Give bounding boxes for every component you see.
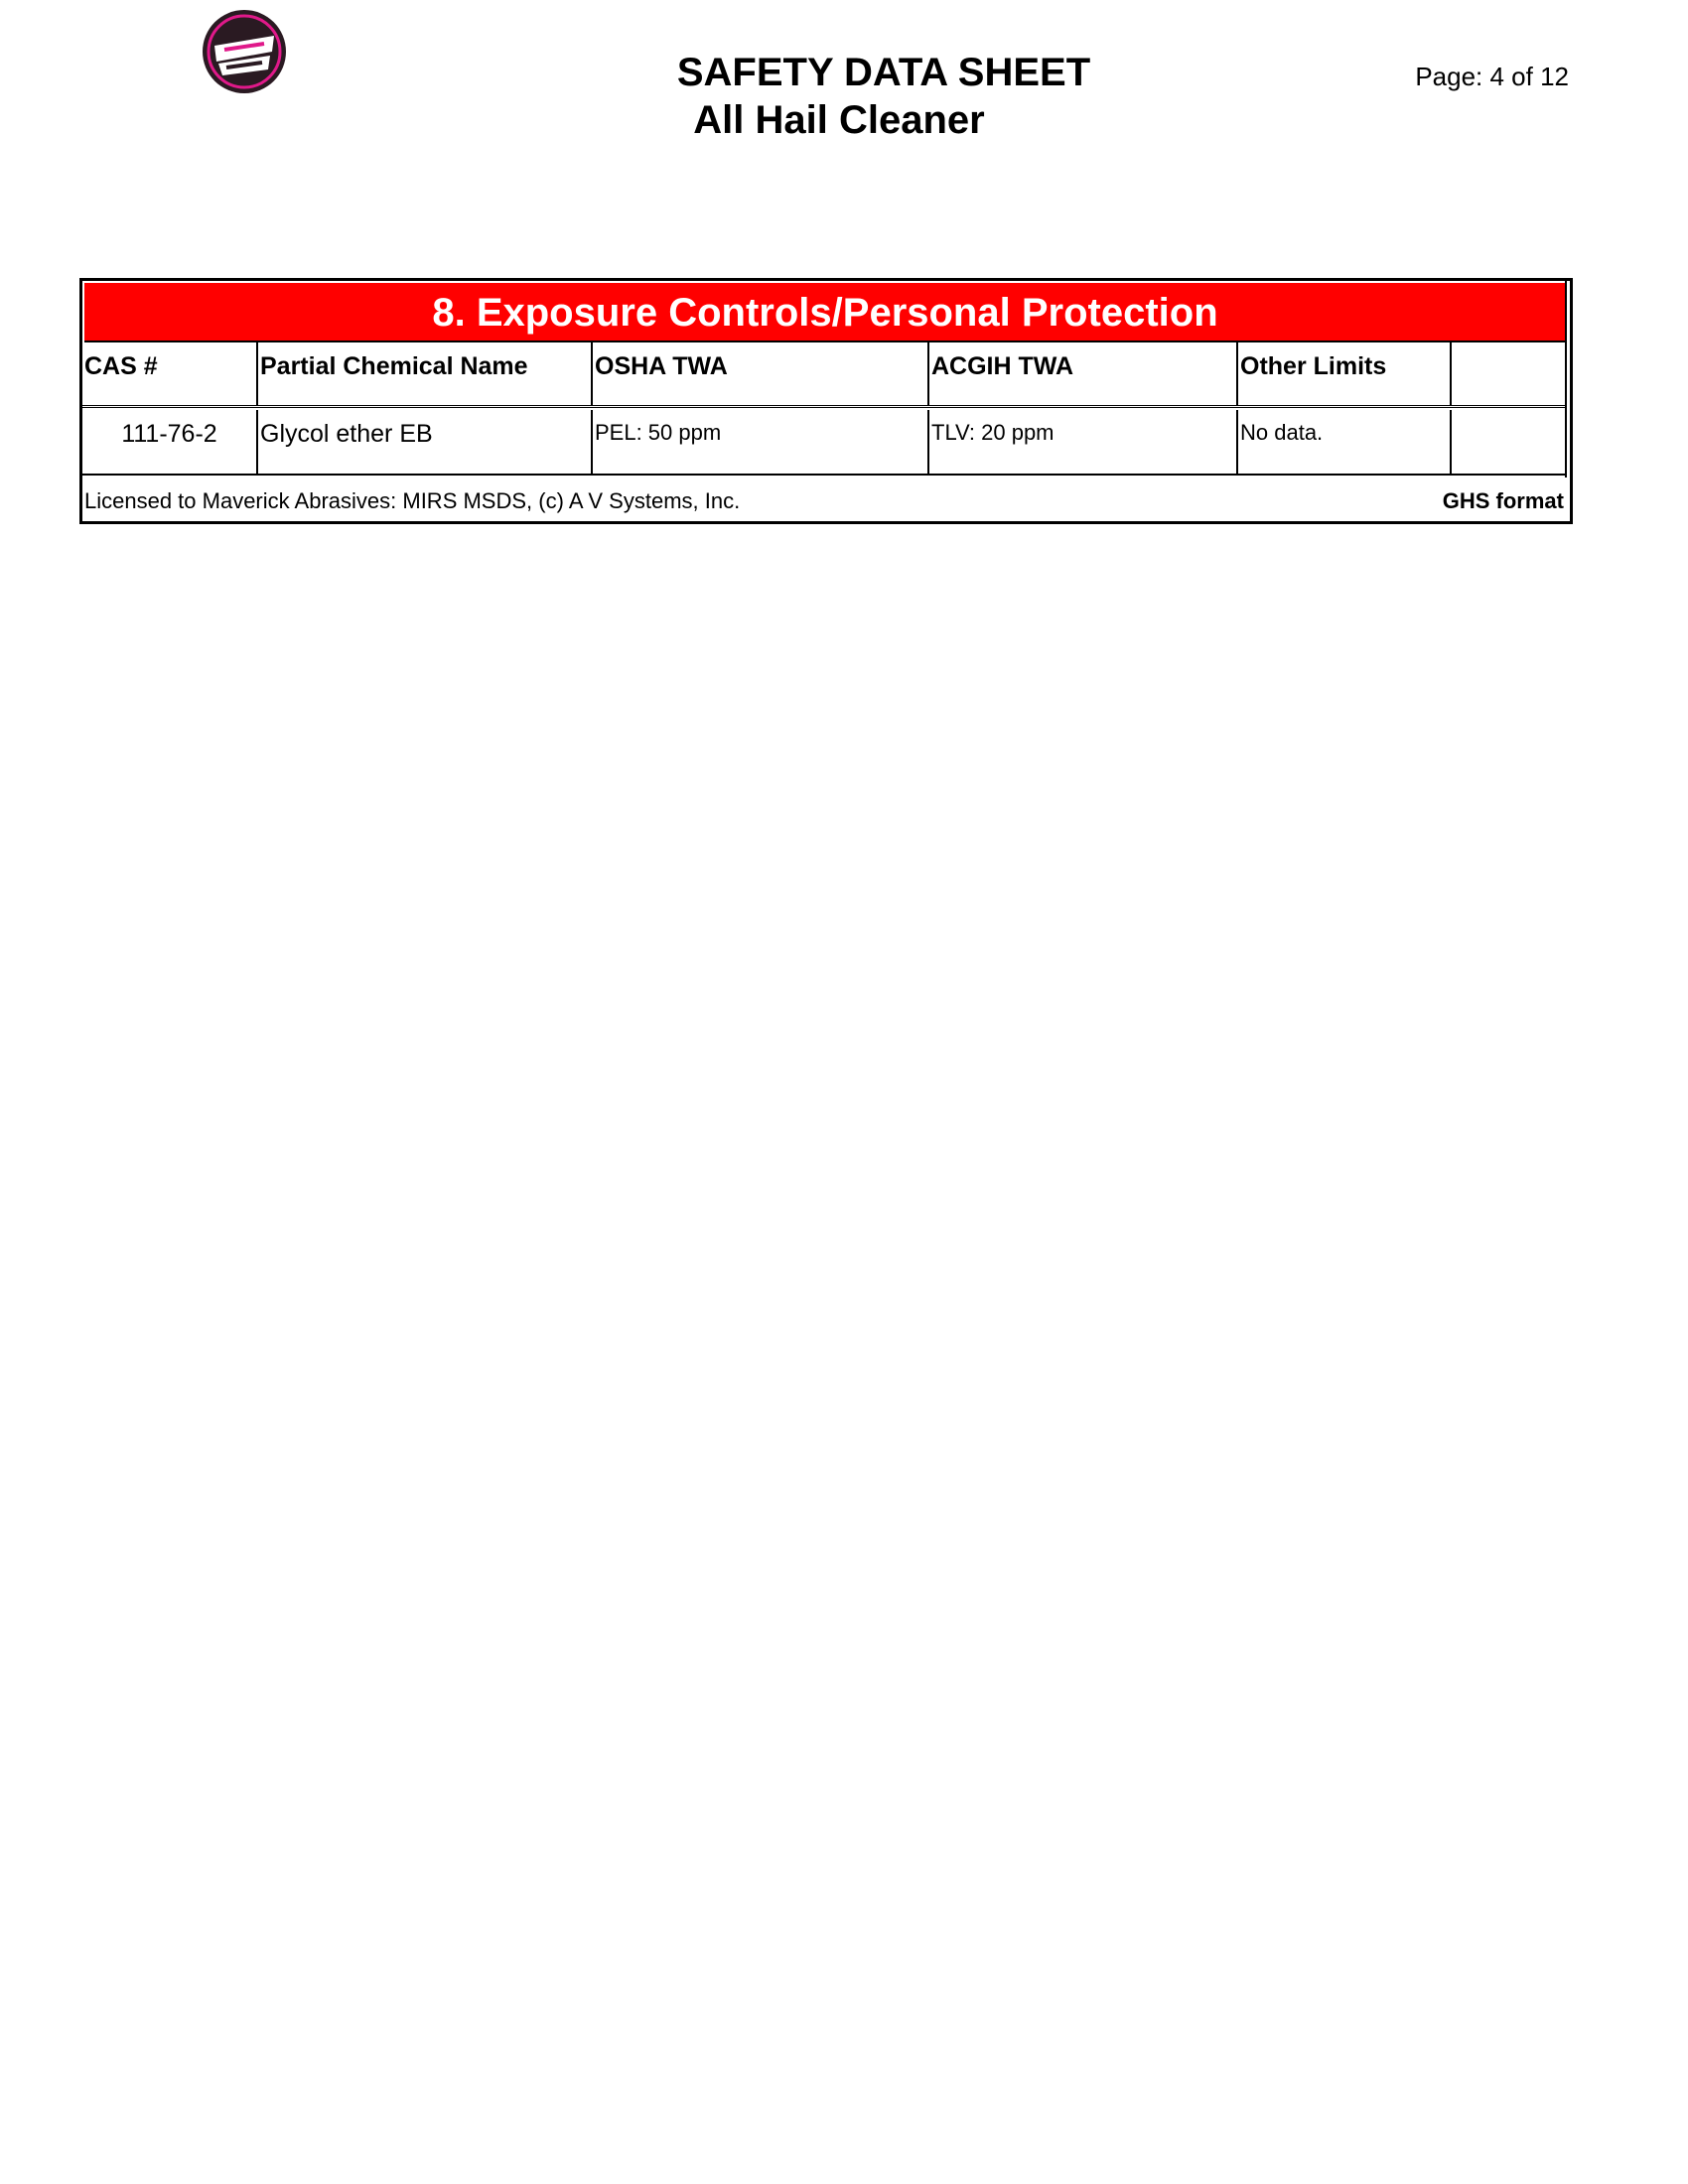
- column-header-osha-twa: OSHA TWA: [593, 342, 929, 405]
- cell-chemical-name: Glycol ether EB: [258, 410, 593, 474]
- license-text: Licensed to Maverick Abrasives: MIRS MSDS, (c) A V Systems, Inc.: [84, 488, 741, 513]
- page-number: Page: 4 of 12: [1415, 62, 1569, 91]
- exposure-controls-section: [79, 278, 1573, 524]
- cell-osha-twa: PEL: 50 ppm: [593, 410, 929, 474]
- cell-other-limits: No data.: [1238, 410, 1452, 474]
- willey-quick-logo-icon: [195, 6, 294, 95]
- cell-cas: 111-76-2: [82, 410, 258, 474]
- column-header-chemical-name: Partial Chemical Name: [258, 342, 593, 405]
- cell-acgih-twa: TLV: 20 ppm: [929, 410, 1238, 474]
- column-header-other-limits: Other Limits: [1238, 342, 1452, 405]
- product-name: All Hail Cleaner: [693, 98, 985, 142]
- document-title: SAFETY DATA SHEET: [676, 51, 1091, 94]
- license-footer: [84, 481, 1568, 521]
- section-heading: 8. Exposure Controls/Personal Protection: [84, 283, 1566, 342]
- column-header-cas: CAS #: [82, 342, 258, 405]
- table-header-row: [82, 342, 1566, 408]
- format-label: GHS format: [1442, 488, 1564, 513]
- table-row: [82, 410, 1566, 476]
- column-header-acgih-twa: ACGIH TWA: [929, 342, 1238, 405]
